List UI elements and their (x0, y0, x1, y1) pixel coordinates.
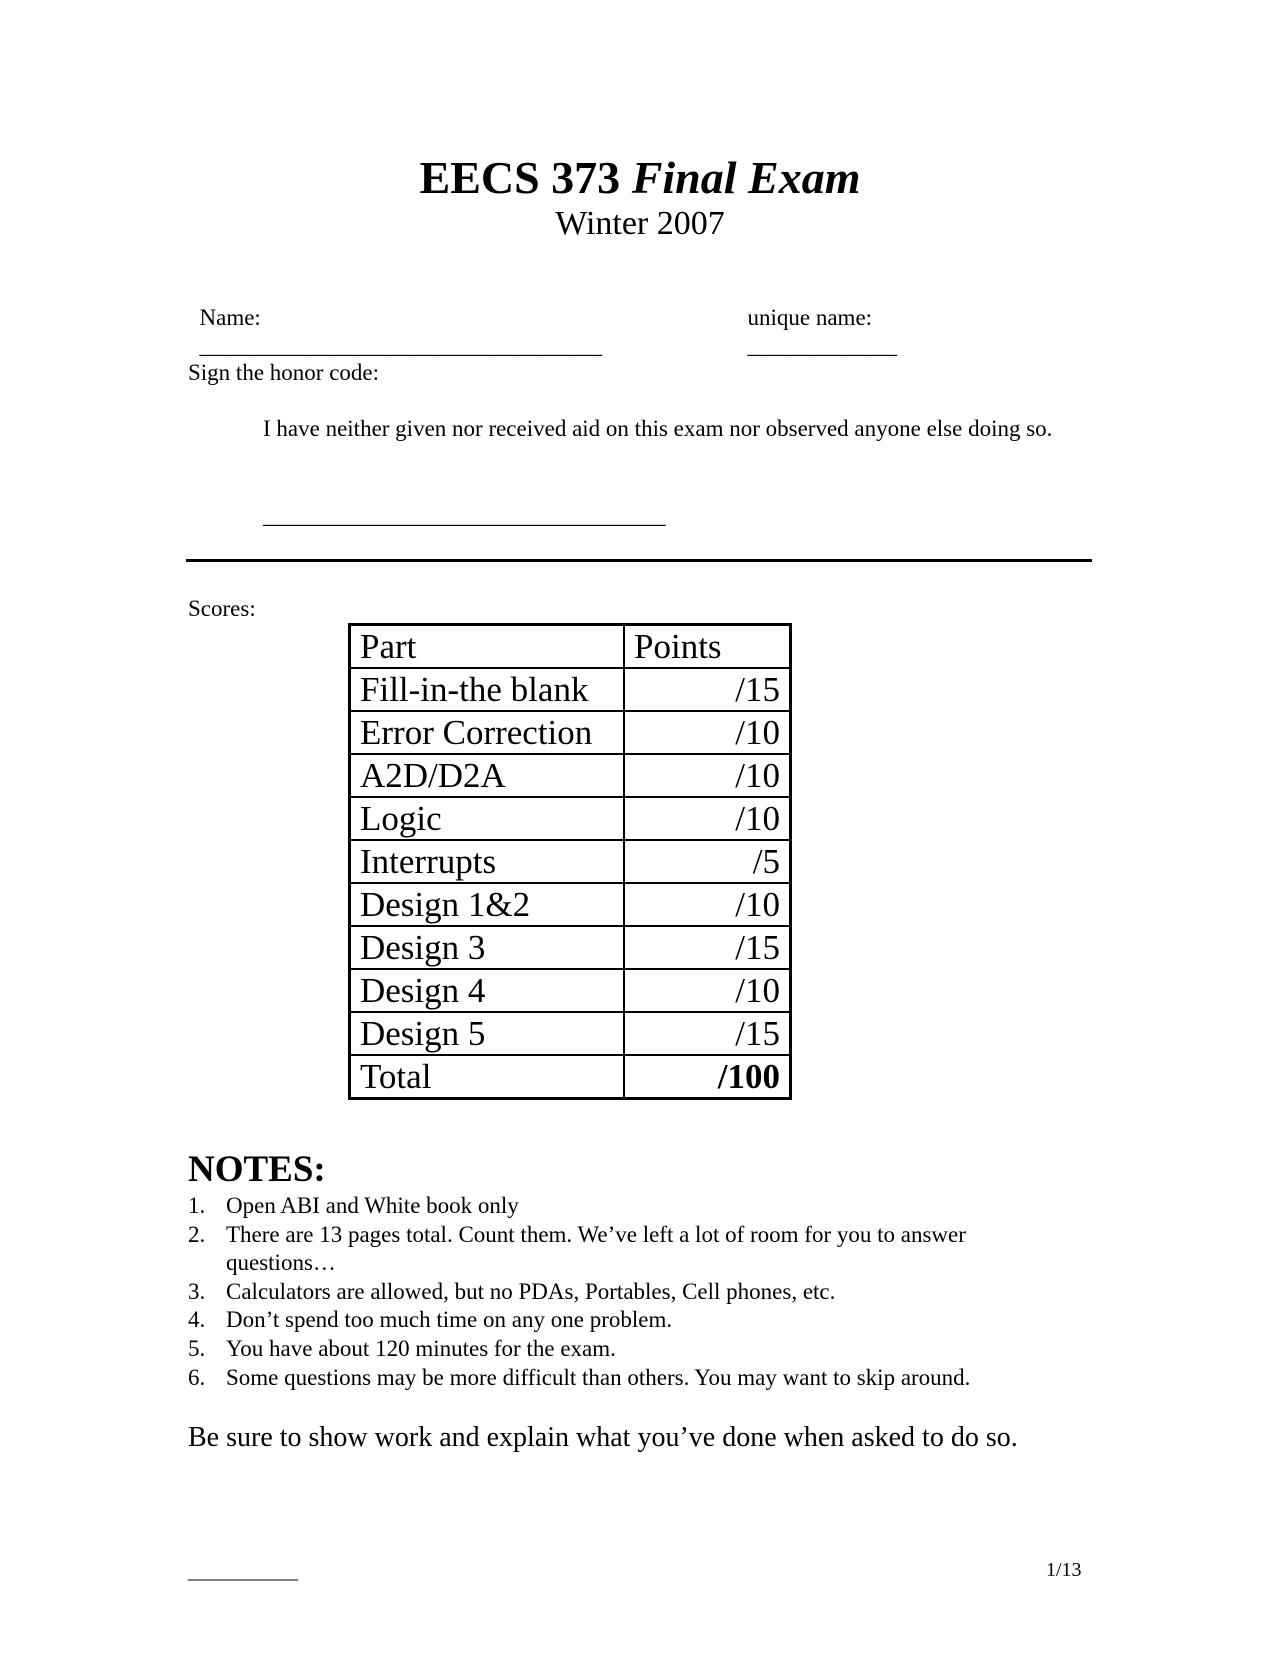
part-cell: Error Correction (350, 711, 625, 754)
unique-name-label: unique name: (747, 305, 873, 330)
part-cell: Design 1&2 (350, 883, 625, 926)
table-row (350, 926, 791, 969)
part-cell: A2D/D2A (350, 754, 625, 797)
list-item (188, 1306, 1068, 1335)
exam-title (0, 150, 1280, 206)
name-field-row (188, 276, 602, 360)
list-item (188, 1221, 1068, 1278)
points-cell: /15 (624, 1012, 791, 1055)
part-cell: Design 5 (350, 1012, 625, 1055)
note-text: Some questions may be more difficult than others. You may want to skip around. (226, 1364, 971, 1390)
notes-heading: NOTES: (188, 1149, 326, 1190)
points-cell: /10 (624, 797, 791, 840)
points-cell: /15 (624, 668, 791, 711)
table-row (350, 668, 791, 711)
part-cell: Interrupts (350, 840, 625, 883)
table-row (350, 1012, 791, 1055)
points-cell: /10 (624, 969, 791, 1012)
note-text: There are 13 pages total. Count them. We’ve left a lot of room for you to answer questions… (226, 1221, 966, 1276)
note-number: 5. (188, 1335, 206, 1361)
points-cell: /5 (624, 840, 791, 883)
unique-name-blank[interactable]: _____________ (747, 333, 897, 358)
course-code: EECS 373 (419, 152, 621, 203)
table-header-row (350, 625, 791, 669)
honor-code-statement: I have neither given nor received aid on this exam nor observed anyone else doing so. (263, 416, 1053, 441)
part-cell: Fill-in-the blank (350, 668, 625, 711)
total-label: Total (350, 1055, 625, 1099)
total-row (350, 1055, 791, 1099)
note-number: 2. (188, 1221, 206, 1247)
honor-code-label: Sign the honor code: (188, 360, 379, 385)
signature-blank[interactable]: ___________________________________ (263, 503, 666, 528)
total-points: /100 (624, 1055, 791, 1099)
points-cell: /15 (624, 926, 791, 969)
note-number: 1. (188, 1193, 206, 1218)
table-row (350, 840, 791, 883)
scores-table (348, 623, 792, 1100)
table-row (350, 797, 791, 840)
initials-blank[interactable]: ___________ (188, 1561, 298, 1583)
points-cell: /10 (624, 883, 791, 926)
part-cell: Design 4 (350, 969, 625, 1012)
part-cell: Logic (350, 797, 625, 840)
note-number: 3. (188, 1278, 206, 1304)
column-header-part: Part (350, 625, 625, 669)
note-text: Calculators are allowed, but no PDAs, Portables, Cell phones, etc. (226, 1278, 836, 1304)
list-item (188, 1278, 1068, 1307)
part-cell: Design 3 (350, 926, 625, 969)
unique-name-field-row (736, 276, 897, 360)
note-text: Don’t spend too much time on any one problem. (226, 1307, 673, 1333)
list-item (188, 1335, 1068, 1364)
name-blank[interactable]: ___________________________________ (199, 333, 602, 358)
column-header-points: Points (624, 625, 791, 669)
list-item (188, 1192, 1068, 1221)
exam-name: Final Exam (631, 152, 861, 203)
table-row (350, 711, 791, 754)
note-number: 4. (188, 1307, 206, 1333)
note-text: Open ABI and White book only (226, 1193, 519, 1218)
points-cell: /10 (624, 711, 791, 754)
note-text: You have about 120 minutes for the exam. (226, 1335, 616, 1361)
table-row (350, 883, 791, 926)
name-label: Name: (199, 305, 261, 330)
list-item (188, 1364, 1068, 1393)
table-row (350, 754, 791, 797)
note-number: 6. (188, 1364, 206, 1390)
divider (186, 559, 1092, 562)
page-number: 1/13 (1046, 1559, 1082, 1581)
closing-instruction: Be sure to show work and explain what you’ve done when asked to do so. (188, 1422, 1018, 1453)
exam-term: Winter 2007 (555, 205, 725, 242)
notes-list (188, 1192, 1068, 1392)
scores-label: Scores: (188, 596, 256, 621)
points-cell: /10 (624, 754, 791, 797)
table-row (350, 969, 791, 1012)
